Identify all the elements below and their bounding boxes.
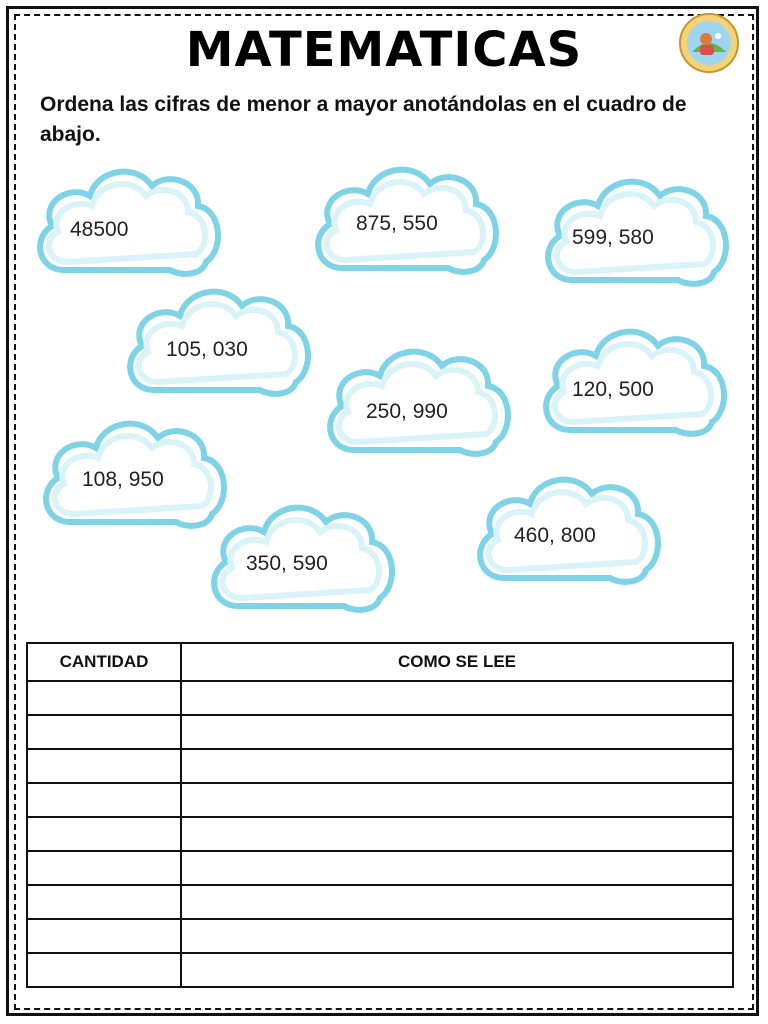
cloud-number: 460, 800 bbox=[514, 524, 596, 547]
como-se-lee-cell[interactable] bbox=[181, 817, 733, 851]
table-row bbox=[27, 817, 733, 851]
cloud-number: 250, 990 bbox=[366, 400, 448, 423]
cantidad-cell[interactable] bbox=[27, 681, 181, 715]
number-cloud bbox=[536, 318, 732, 450]
number-cloud bbox=[308, 156, 504, 288]
como-se-lee-cell[interactable] bbox=[181, 749, 733, 783]
column-header-como-se-lee: COMO SE LEE bbox=[181, 643, 733, 681]
como-se-lee-cell[interactable] bbox=[181, 681, 733, 715]
cloud-number: 350, 590 bbox=[246, 552, 328, 575]
page-title: MATEMATICAS bbox=[185, 22, 583, 78]
cantidad-cell[interactable] bbox=[27, 885, 181, 919]
table-header-row bbox=[27, 643, 733, 681]
number-cloud bbox=[538, 168, 734, 300]
cloud-number: 105, 030 bbox=[166, 338, 248, 361]
cantidad-cell[interactable] bbox=[27, 783, 181, 817]
table-body bbox=[27, 681, 733, 987]
cantidad-cell[interactable] bbox=[27, 715, 181, 749]
cloud-number: 108, 950 bbox=[82, 468, 164, 491]
cantidad-cell[interactable] bbox=[27, 851, 181, 885]
number-cloud bbox=[204, 494, 400, 626]
cantidad-cell[interactable] bbox=[27, 749, 181, 783]
column-header-cantidad: CANTIDAD bbox=[27, 643, 181, 681]
number-cloud bbox=[36, 410, 232, 542]
answer-table bbox=[26, 642, 734, 988]
como-se-lee-cell[interactable] bbox=[181, 851, 733, 885]
number-cloud bbox=[320, 338, 516, 470]
como-se-lee-cell[interactable] bbox=[181, 715, 733, 749]
table-row bbox=[27, 953, 733, 987]
cantidad-cell[interactable] bbox=[27, 953, 181, 987]
cloud-number: 599, 580 bbox=[572, 226, 654, 249]
cloud-number: 875, 550 bbox=[356, 212, 438, 235]
cloud-number: 120, 500 bbox=[572, 378, 654, 401]
como-se-lee-cell[interactable] bbox=[181, 919, 733, 953]
number-cloud bbox=[120, 278, 316, 410]
como-se-lee-cell[interactable] bbox=[181, 953, 733, 987]
como-se-lee-cell[interactable] bbox=[181, 783, 733, 817]
table-row bbox=[27, 919, 733, 953]
number-cloud bbox=[30, 158, 226, 290]
logo-icon bbox=[678, 12, 740, 74]
como-se-lee-cell[interactable] bbox=[181, 885, 733, 919]
table-row bbox=[27, 749, 733, 783]
cantidad-cell[interactable] bbox=[27, 919, 181, 953]
number-cloud bbox=[470, 466, 666, 598]
table-row bbox=[27, 885, 733, 919]
cloud-number: 48500 bbox=[70, 218, 129, 241]
instruction-text: Ordena las cifras de menor a mayor anotándolas en el cuadro de abajo. bbox=[40, 93, 687, 146]
table-row bbox=[27, 715, 733, 749]
table-row bbox=[27, 783, 733, 817]
table-row bbox=[27, 681, 733, 715]
table-row bbox=[27, 851, 733, 885]
cantidad-cell[interactable] bbox=[27, 817, 181, 851]
